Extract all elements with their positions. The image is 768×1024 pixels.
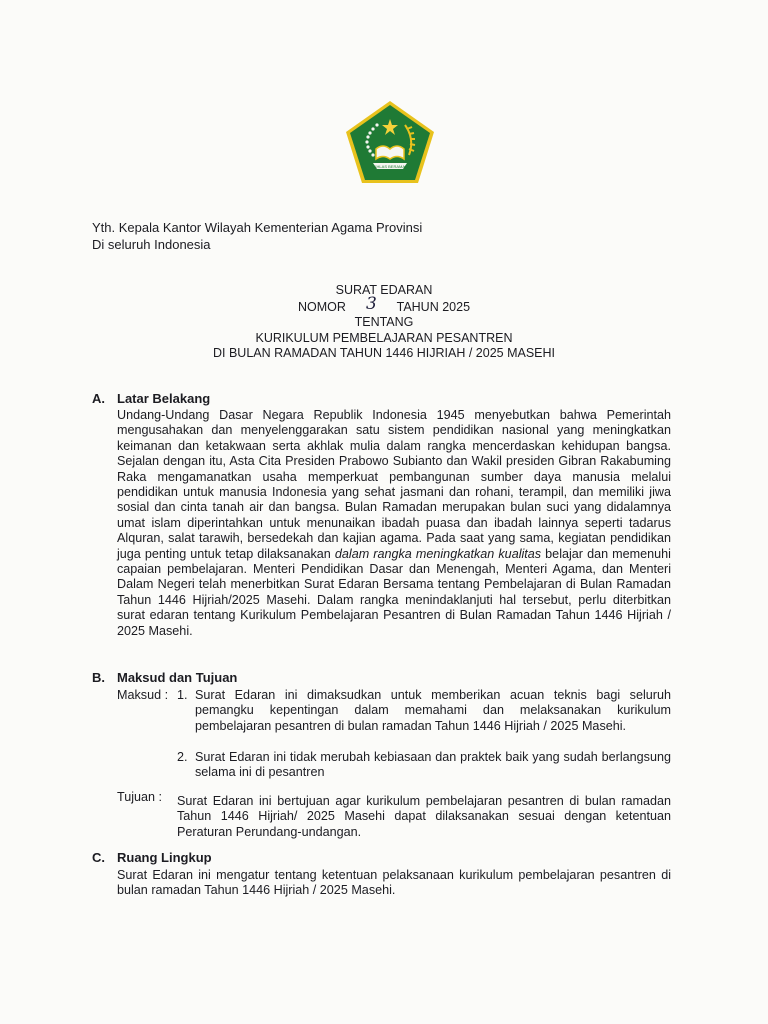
- section-paragraph: Undang-Undang Dasar Negara Republik Indonesia 1945 menyebutkan bahwa Pemerintah mengusahakan dan menyelenggarakan satu sistem pendidikan nasional yang meningkatkan keimanan dan ketakwaan serta akhlak mulia dalam rangka mencerdaskan kehidupan bangsa. Sejalan dengan itu, Asta Cita Presiden Prabowo Subianto dan Wakil presiden Gibran Rakabuming Raka mengamanatkan usaha memperkuat pembangunan sumber daya manusia melalui pendidikan untuk manusia Indonesia yang sehat jasmani dan rohani, terampil, dan memiliki jiwa sosial dan cinta tanah air dan bangsa. Bulan Ramadan merupakan bulan suci yang didalamnya umat islam diperintahkan untuk menunaikan ibadah puasa dan ibadah lainnya seperti tadarus Alquran, salat tarawih, bersedekah dan kajian agama. Pada saat yang sama, kegiatan pendidikan juga penting untuk tetap dilaksanakan dalam rangka meningkatkan kualitas belajar dan memenuhi capaian pembelajaran. Menteri Pendidikan Dasar dan Menengah, Menteri Agama, dan Menteri Dalam Negeri telah menerbitkan Surat Edaran Bersama tentang Pembelajaran di Bulan Ramadan Tahun 1446 Hijriah/2025 Masehi. Dalam rangka menindaklanjuti hal tersebut, perlu diterbitkan surat edaran tentang Kurikulum Pembelajaran Pesantren di Bulan Ramadan Tahun 1446 Hijriah / 2025 Masehi.: [117, 408, 671, 638]
- nomor-handwritten: 3: [365, 293, 377, 314]
- maksud-item: Surat Edaran ini dimaksudkan untuk memberikan acuan teknis bagi seluruh pemangku kepentingan dalam memahami dan melaksanakan kurikulum pembelajaran pesantren di bulan ramadan Tahun 1446 Hijriah / 2025 Masehi.: [195, 688, 671, 733]
- letter-heading: [0, 283, 768, 362]
- kemenag-emblem-icon: [343, 99, 437, 185]
- tahun-label: TAHUN 2025: [396, 299, 471, 314]
- addressee-line: Yth. Kepala Kantor Wilayah Kementerian Agama Provinsi: [92, 220, 423, 235]
- italic-phrase: dalam rangka meningkatkan kualitas: [334, 546, 542, 561]
- letter-type: SURAT EDARAN: [335, 283, 433, 297]
- maksud-item: Surat Edaran ini tidak merubah kebiasaan dan praktek baik yang sudah berlangsung selama ini di pesantren: [195, 750, 671, 780]
- section-title: Ruang Lingkup: [117, 850, 212, 865]
- section-paragraph: Surat Edaran ini mengatur tentang ketentuan pelaksanaan kurikulum pembelajaran pesantren di bulan ramadan Tahun 1446 Hijriah / 2025 Masehi.: [117, 868, 671, 898]
- item-number: 2.: [177, 750, 188, 764]
- subject-line: DI BULAN RAMADAN TAHUN 1446 HIJRIAH / 2025 MASEHI: [213, 346, 555, 360]
- item-number: 1.: [177, 688, 188, 702]
- addressee-location: Di seluruh Indonesia: [92, 237, 211, 252]
- section-letter: B.: [92, 670, 105, 685]
- tujuan-text: Surat Edaran ini bertujuan agar kurikulum pembelajaran pesantren di bulan ramadan Tahun 1446 Hijriah/ 2025 Masehi dapat dilaksanakan sesuai dengan ketentuan Peraturan Perundang-undangan.: [177, 794, 671, 839]
- section-title: Latar Belakang: [117, 391, 211, 406]
- section-title: Maksud dan Tujuan: [117, 670, 238, 685]
- addressee-block: [92, 219, 422, 253]
- section-letter: C.: [92, 850, 105, 865]
- subject-line: KURIKULUM PEMBELAJARAN PESANTREN: [255, 330, 513, 345]
- tujuan-label: Tujuan :: [117, 790, 163, 804]
- tentang-label: TENTANG: [354, 315, 414, 329]
- svg-text:IKHLAS BERAMAL: IKHLAS BERAMAL: [372, 164, 408, 169]
- section-letter: A.: [92, 391, 105, 406]
- maksud-label: Maksud :: [117, 688, 169, 702]
- nomor-label: NOMOR: [297, 299, 346, 314]
- letter-number-line: [0, 293, 768, 316]
